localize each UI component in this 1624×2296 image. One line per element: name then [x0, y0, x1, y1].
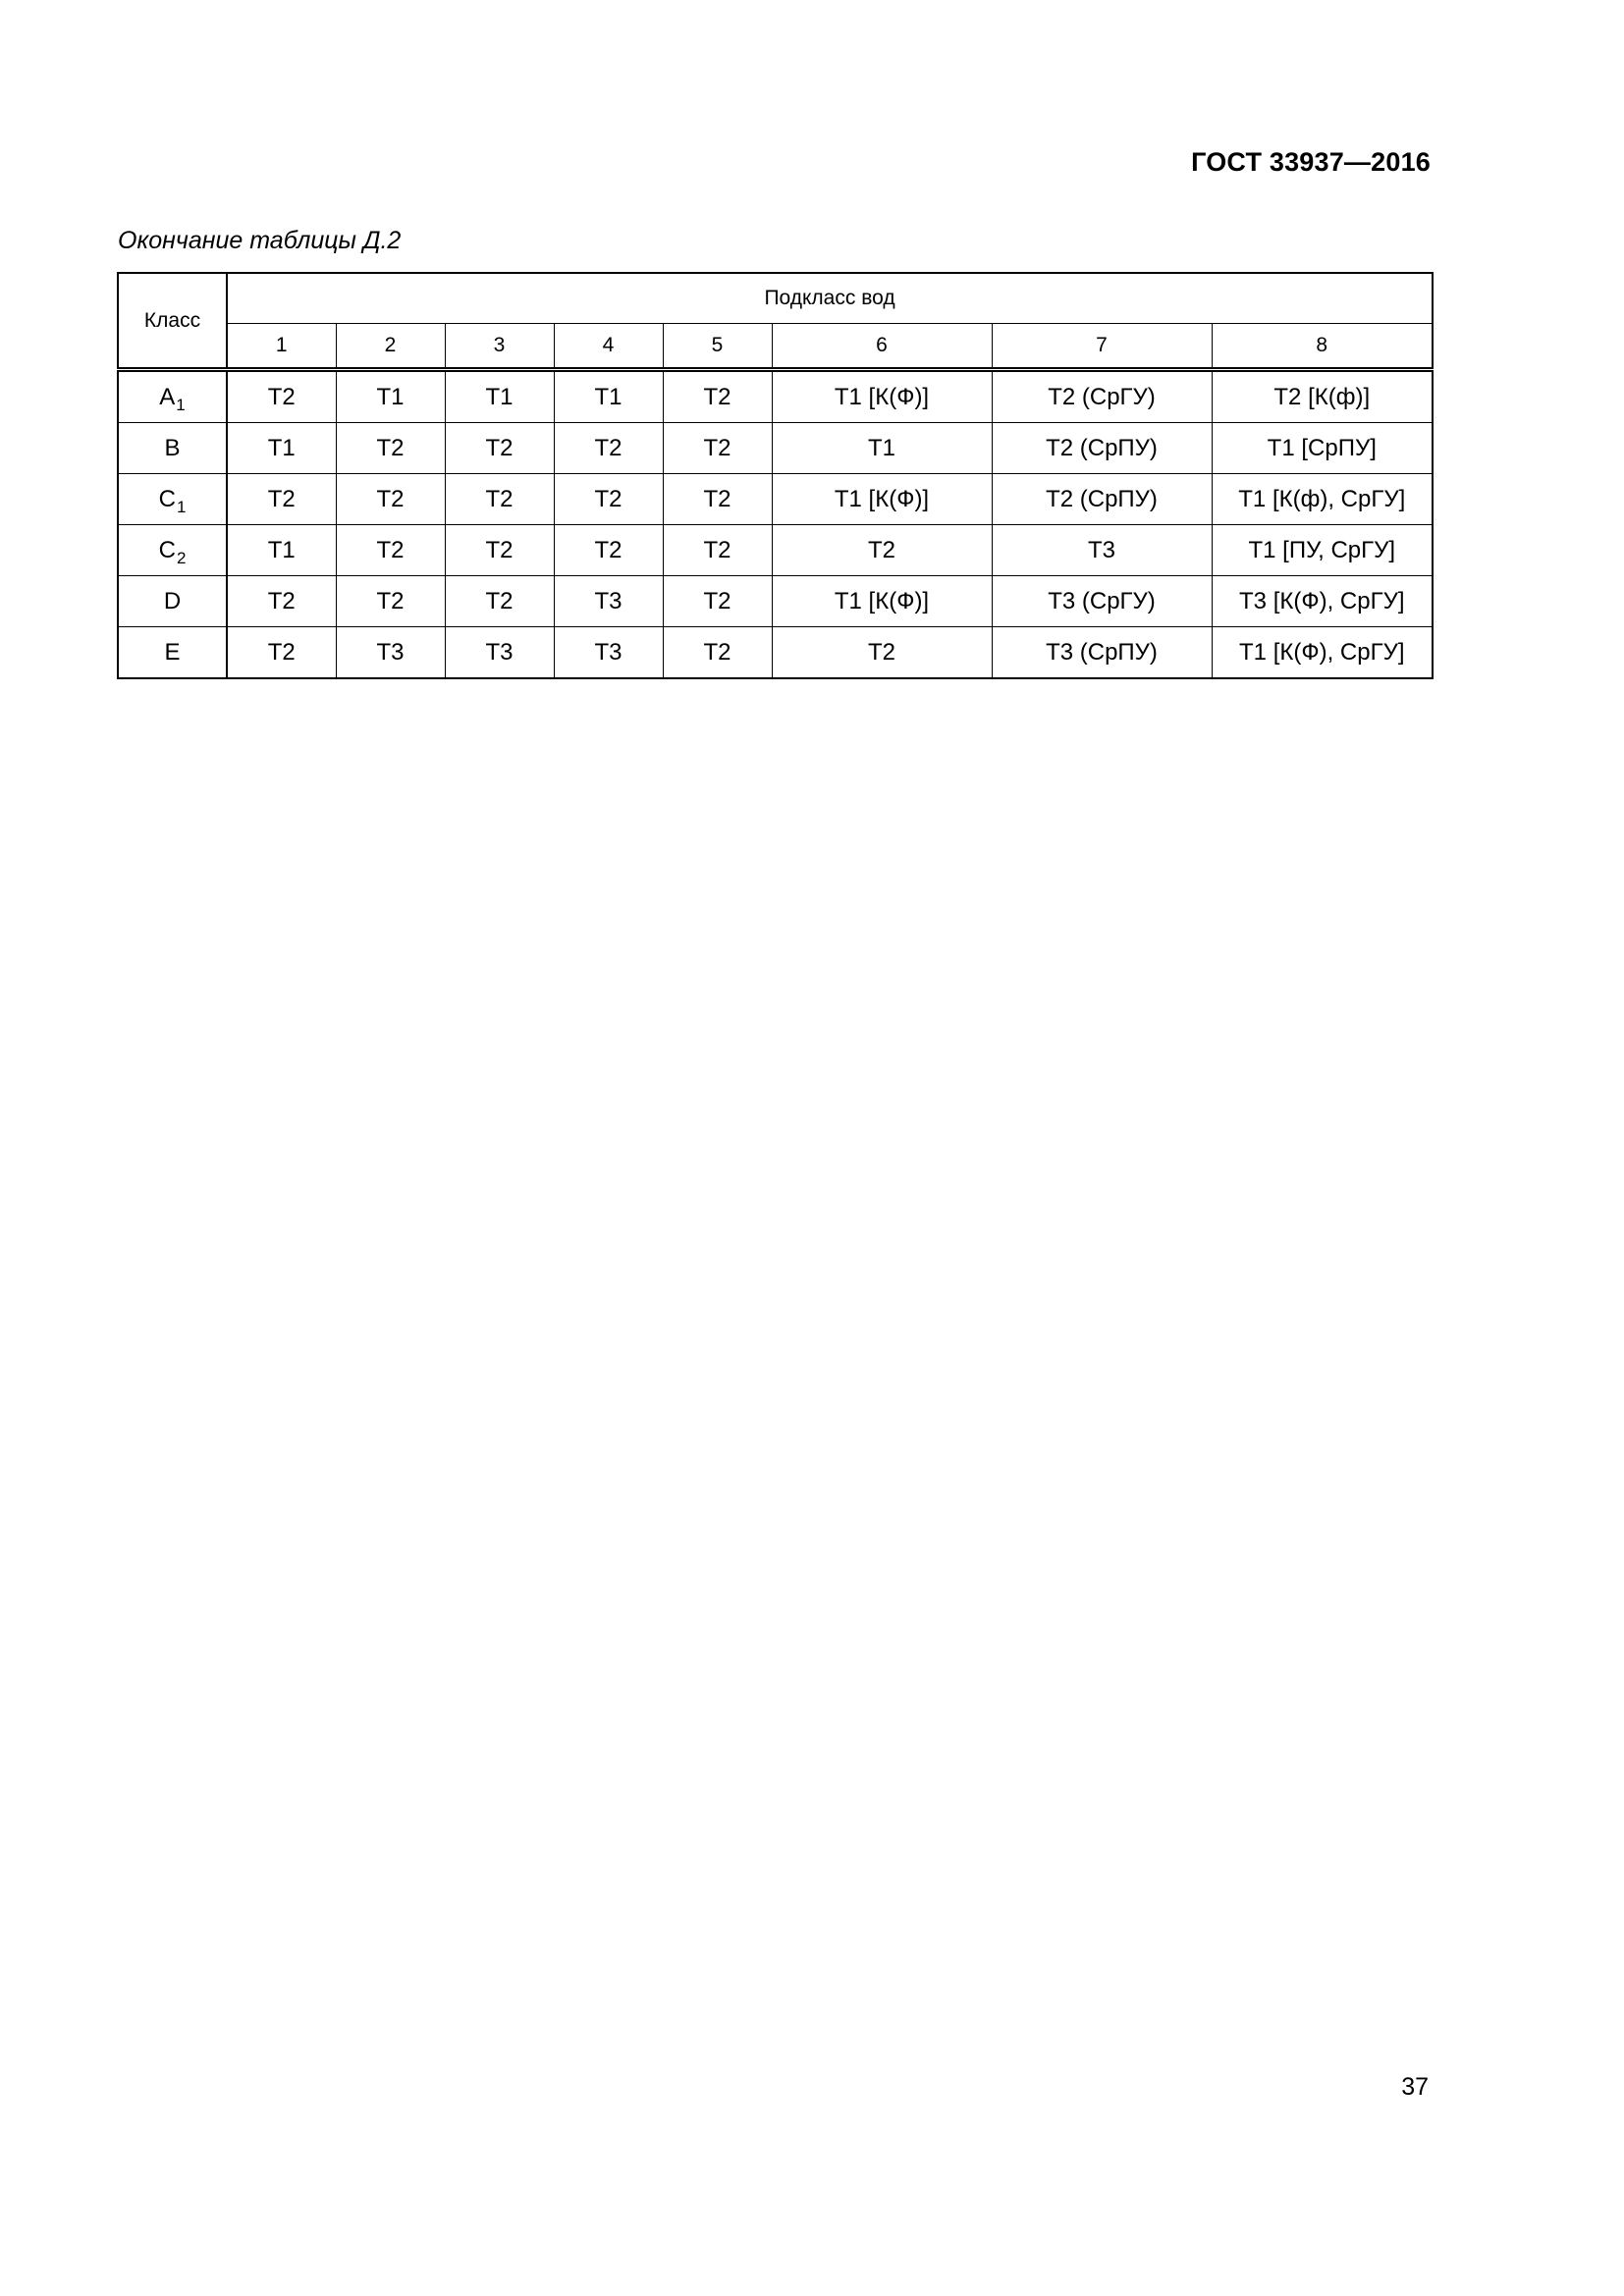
table-cell: Т2 [772, 627, 992, 679]
class-cell [118, 423, 227, 474]
table-cell: Т1 [445, 370, 554, 423]
table-cell: Т3 [554, 576, 663, 627]
document-code: ГОСТ 33937—2016 [1191, 147, 1431, 177]
subclass-column-header: 7 [992, 324, 1212, 370]
class-label: C [158, 485, 176, 512]
table-row [118, 525, 1433, 576]
table-cell: Т2 [336, 474, 445, 525]
class-cell [118, 627, 227, 679]
class-column-header: Класс [118, 273, 227, 370]
table-cell: Т2 [227, 627, 336, 679]
subclass-table [117, 272, 1434, 679]
table-cell: Т1 [554, 370, 663, 423]
table-cell: Т2 (СрПУ) [992, 474, 1212, 525]
table-cell: Т2 [663, 423, 772, 474]
class-cell [118, 474, 227, 525]
class-cell [118, 525, 227, 576]
class-subscript: 1 [176, 497, 187, 516]
table-cell: Т3 [445, 627, 554, 679]
table-cell: Т2 [445, 576, 554, 627]
table-cell: Т2 [227, 576, 336, 627]
table-cell: Т1 [ПУ, СрГУ] [1212, 525, 1433, 576]
table-cell: Т2 [336, 423, 445, 474]
class-label: E [164, 638, 181, 666]
subclass-group-header: Подкласс вод [227, 273, 1433, 324]
table-cell: Т3 [554, 627, 663, 679]
table-cell: Т2 [663, 627, 772, 679]
subclass-column-header: 4 [554, 324, 663, 370]
table-row [118, 370, 1433, 423]
table-cell: Т1 [К(Ф)] [772, 576, 992, 627]
table-cell: Т3 (СрГУ) [992, 576, 1212, 627]
table-cell: Т2 [663, 370, 772, 423]
table-row [118, 627, 1433, 679]
table-cell: Т2 [445, 423, 554, 474]
subclass-column-header: 5 [663, 324, 772, 370]
table-cell: Т2 [445, 474, 554, 525]
class-cell [118, 576, 227, 627]
table-cell: Т2 [227, 370, 336, 423]
table-cell: Т1 [СрПУ] [1212, 423, 1433, 474]
table-caption: Окончание таблицы Д.2 [118, 227, 402, 254]
table-cell: Т1 [К(ф), СрГУ] [1212, 474, 1433, 525]
table-cell: Т1 [227, 423, 336, 474]
table-cell: Т2 [554, 525, 663, 576]
table-cell: Т1 [К(Ф), СрГУ] [1212, 627, 1433, 679]
table-header-row [118, 273, 1433, 324]
class-label: B [164, 434, 181, 461]
table-body [118, 370, 1433, 679]
subclass-column-header: 8 [1212, 324, 1433, 370]
class-subscript: 2 [176, 548, 187, 567]
table-cell: Т2 [К(ф)] [1212, 370, 1433, 423]
table-cell: Т2 [663, 474, 772, 525]
table-cell: Т2 [772, 525, 992, 576]
table-row [118, 474, 1433, 525]
table-cell: Т2 (СрГУ) [992, 370, 1212, 423]
table-cell: Т2 [336, 576, 445, 627]
table-cell: Т2 [227, 474, 336, 525]
table-cell: Т3 [992, 525, 1212, 576]
table-cell: Т2 (СрПУ) [992, 423, 1212, 474]
table-cell: Т1 [772, 423, 992, 474]
table-cell: Т1 [227, 525, 336, 576]
subclass-column-header: 6 [772, 324, 992, 370]
table-cell: Т3 [К(Ф), СрГУ] [1212, 576, 1433, 627]
subclass-column-header: 3 [445, 324, 554, 370]
subclass-column-header: 1 [227, 324, 336, 370]
table-row [118, 576, 1433, 627]
table-cell: Т2 [554, 423, 663, 474]
table-cell: Т1 [К(Ф)] [772, 474, 992, 525]
class-label: C [158, 536, 176, 563]
table-cell: Т2 [445, 525, 554, 576]
class-subscript: 1 [176, 395, 186, 414]
class-label: A [159, 383, 176, 410]
class-cell [118, 370, 227, 423]
table-row [118, 423, 1433, 474]
class-label: D [163, 587, 182, 614]
table-cell: Т3 (СрПУ) [992, 627, 1212, 679]
table-cell: Т2 [336, 525, 445, 576]
subclass-number-row [118, 324, 1433, 370]
table-cell: Т3 [336, 627, 445, 679]
subclass-column-header: 2 [336, 324, 445, 370]
table-cell: Т1 [336, 370, 445, 423]
table-cell: Т1 [К(Ф)] [772, 370, 992, 423]
table-cell: Т2 [663, 576, 772, 627]
table-cell: Т2 [554, 474, 663, 525]
page-number: 37 [1401, 2073, 1429, 2101]
table-cell: Т2 [663, 525, 772, 576]
